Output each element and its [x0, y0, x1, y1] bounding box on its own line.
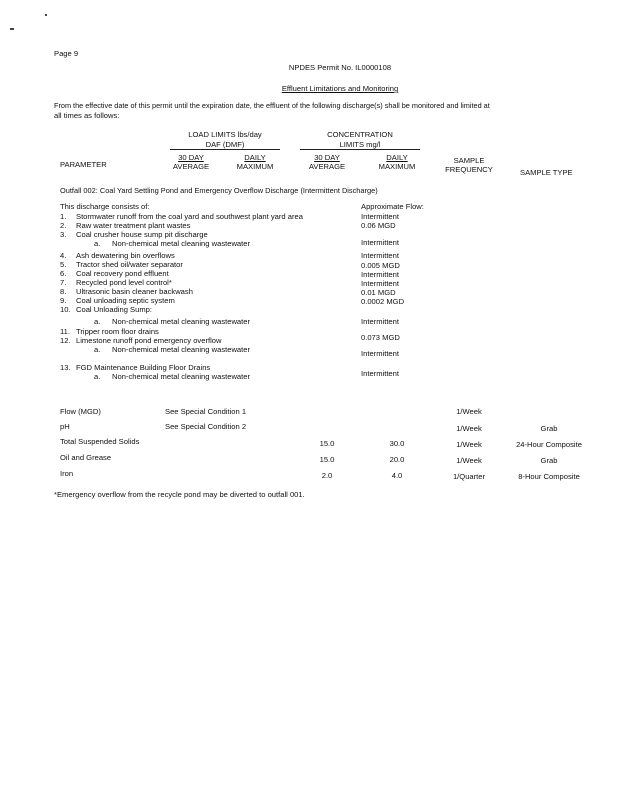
- conc-avg-value: 15.0: [319, 439, 335, 448]
- list-item: [60, 278, 172, 287]
- list-subitem: [94, 372, 251, 381]
- scan-speck: [10, 28, 14, 30]
- sample-frequency: 1/Week: [456, 424, 482, 433]
- item-number: 4.: [60, 251, 67, 260]
- item-text: Non-chemical metal cleaning wastewater: [112, 239, 251, 248]
- item-text: Non-chemical metal cleaning wastewater: [112, 317, 251, 326]
- item-text: Ash dewatering bin overflows: [76, 251, 175, 260]
- list-item: [60, 221, 191, 230]
- item-number: 10.: [60, 305, 71, 314]
- item-flow: 0.073 MGD: [361, 333, 400, 342]
- conc-avg-value: 15.0: [319, 455, 335, 464]
- sample-frequency: 1/Week: [456, 456, 482, 465]
- sample-type: Grab: [540, 424, 558, 433]
- sample-type: Grab: [540, 456, 558, 465]
- list-item: [60, 327, 159, 336]
- scan-speck: [45, 14, 47, 16]
- list-item: [60, 251, 175, 260]
- param-name: Flow (MGD): [60, 407, 101, 416]
- intro-line-1: From the effective date of this permit until the expiration date, the effluent of the following discharge(s) shall be monitored and limited at: [54, 101, 490, 110]
- item-flow: 0.0002 MGD: [361, 297, 405, 306]
- item-letter: a.: [94, 345, 101, 354]
- item-text: FGD Maintenance Building Floor Drains: [76, 363, 211, 372]
- item-flow: Intermittent: [361, 279, 399, 288]
- header-conc-max-line2: MAXIMUM: [378, 162, 416, 171]
- list-item: [60, 230, 208, 239]
- header-load-max-line1: DAILY: [244, 153, 266, 162]
- list-item: [60, 287, 193, 296]
- item-number: 9.: [60, 296, 67, 305]
- item-text: Recycled pond level control*: [76, 278, 172, 287]
- outfall-title: Outfall 002: Coal Yard Settling Pond and Emergency Overflow Discharge (Intermittent Discharge): [60, 186, 378, 195]
- conc-avg-value: 2.0: [321, 471, 333, 480]
- header-conc-max-line1: DAILY: [386, 153, 408, 162]
- item-number: 5.: [60, 260, 67, 269]
- footnote: *Emergency overflow from the recycle pond may be diverted to outfall 001.: [54, 490, 305, 499]
- list-subitem: [94, 345, 251, 354]
- param-name: Iron: [60, 469, 74, 478]
- item-flow: 0.06 MGD: [361, 221, 396, 230]
- item-number: 1.: [60, 212, 67, 221]
- header-sample-frequency: [436, 156, 502, 174]
- header-sample-freq-line2: FREQUENCY: [445, 165, 493, 174]
- item-number: 13.: [60, 363, 71, 372]
- item-text: Stormwater runoff from the coal yard and southwest plant yard area: [76, 212, 303, 221]
- list-item: [60, 336, 222, 345]
- item-number: 12.: [60, 336, 71, 345]
- item-flow: Intermittent: [361, 270, 399, 279]
- sample-frequency: 1/Week: [456, 407, 482, 416]
- sample-frequency: 1/Week: [456, 440, 482, 449]
- item-number: 6.: [60, 269, 67, 278]
- list-item: [60, 296, 175, 305]
- item-flow: Intermittent: [361, 317, 399, 326]
- header-conc-max: [365, 153, 429, 171]
- conc-max-value: 30.0: [389, 439, 405, 448]
- conc-max-value: 4.0: [391, 471, 403, 480]
- item-text: Coal Unloading Sump:: [76, 305, 152, 314]
- item-flow: Intermittent: [361, 369, 399, 378]
- item-flow: Intermittent: [361, 349, 399, 358]
- header-load-avg-line2: AVERAGE: [172, 162, 210, 171]
- list-item: [60, 363, 211, 372]
- header-load-limits: LOAD LIMITS lbs/day: [188, 130, 262, 139]
- list-item: [60, 212, 303, 221]
- header-parameter: PARAMETER: [60, 160, 107, 169]
- item-text: Non-chemical metal cleaning wastewater: [112, 345, 251, 354]
- item-flow: Intermittent: [361, 251, 399, 260]
- item-number: 7.: [60, 278, 67, 287]
- page-number: Page 9: [54, 49, 79, 58]
- list-subitem: [94, 317, 251, 326]
- item-number: 3.: [60, 230, 67, 239]
- item-number: 2.: [60, 221, 67, 230]
- header-concentration: CONCENTRATION: [327, 130, 393, 139]
- header-sample-freq-line1: SAMPLE: [453, 156, 485, 165]
- section-title: Effluent Limitations and Monitoring: [281, 84, 399, 93]
- header-daf: DAF (DMF): [170, 140, 280, 150]
- approx-flow-label: Approximate Flow:: [361, 202, 424, 211]
- sample-frequency: 1/Quarter: [452, 472, 486, 481]
- item-text: Limestone runoff pond emergency overflow: [76, 336, 222, 345]
- item-number: 11.: [60, 327, 70, 336]
- item-flow: 0.005 MGD: [361, 261, 400, 270]
- param-note: See Special Condition 2: [165, 422, 247, 431]
- item-text: Tractor shed oil/water separator: [76, 260, 183, 269]
- conc-max-value: 20.0: [389, 455, 405, 464]
- sample-type: 8-Hour Composite: [518, 472, 580, 481]
- item-flow: Intermittent: [361, 238, 399, 247]
- header-load-max-line2: MAXIMUM: [236, 162, 274, 171]
- item-letter: a.: [94, 372, 101, 381]
- sample-type: 24-Hour Composite: [516, 440, 582, 449]
- header-sample-type: SAMPLE TYPE: [520, 168, 573, 177]
- item-text: Ultrasonic basin cleaner backwash: [76, 287, 193, 296]
- item-text: Coal crusher house sump pit discharge: [76, 230, 208, 239]
- header-conc-avg-line2: AVERAGE: [308, 162, 346, 171]
- permit-number: NPDES Permit No. IL0000108: [288, 63, 392, 72]
- header-load-avg: [165, 153, 217, 171]
- header-limits-mgl: LIMITS mg/l: [300, 140, 420, 150]
- list-subitem: [94, 239, 251, 248]
- header-conc-avg: [298, 153, 356, 171]
- item-flow: 0.01 MGD: [361, 288, 396, 297]
- header-load-avg-line1: 30 DAY: [178, 153, 204, 162]
- list-item: [60, 260, 183, 269]
- item-letter: a.: [94, 239, 101, 248]
- consists-of-label: This discharge consists of:: [60, 202, 150, 211]
- list-item: [60, 305, 152, 314]
- item-text: Tripper room floor drains: [76, 327, 159, 336]
- item-text: Coal unloading septic system: [76, 296, 175, 305]
- header-load-max: [225, 153, 285, 171]
- item-text: Non-chemical metal cleaning wastewater: [112, 372, 251, 381]
- param-note: See Special Condition 1: [165, 407, 247, 416]
- item-text: Raw water treatment plant wastes: [76, 221, 191, 230]
- param-name: pH: [60, 422, 70, 431]
- intro-line-2: all times as follows:: [54, 111, 120, 120]
- item-flow: Intermittent: [361, 212, 399, 221]
- header-conc-avg-line1: 30 DAY: [314, 153, 340, 162]
- item-letter: a.: [94, 317, 101, 326]
- param-name: Total Suspended Solids: [60, 437, 140, 446]
- item-number: 8.: [60, 287, 67, 296]
- param-name: Oil and Grease: [60, 453, 112, 462]
- list-item: [60, 269, 169, 278]
- item-text: Coal recovery pond effluent: [76, 269, 169, 278]
